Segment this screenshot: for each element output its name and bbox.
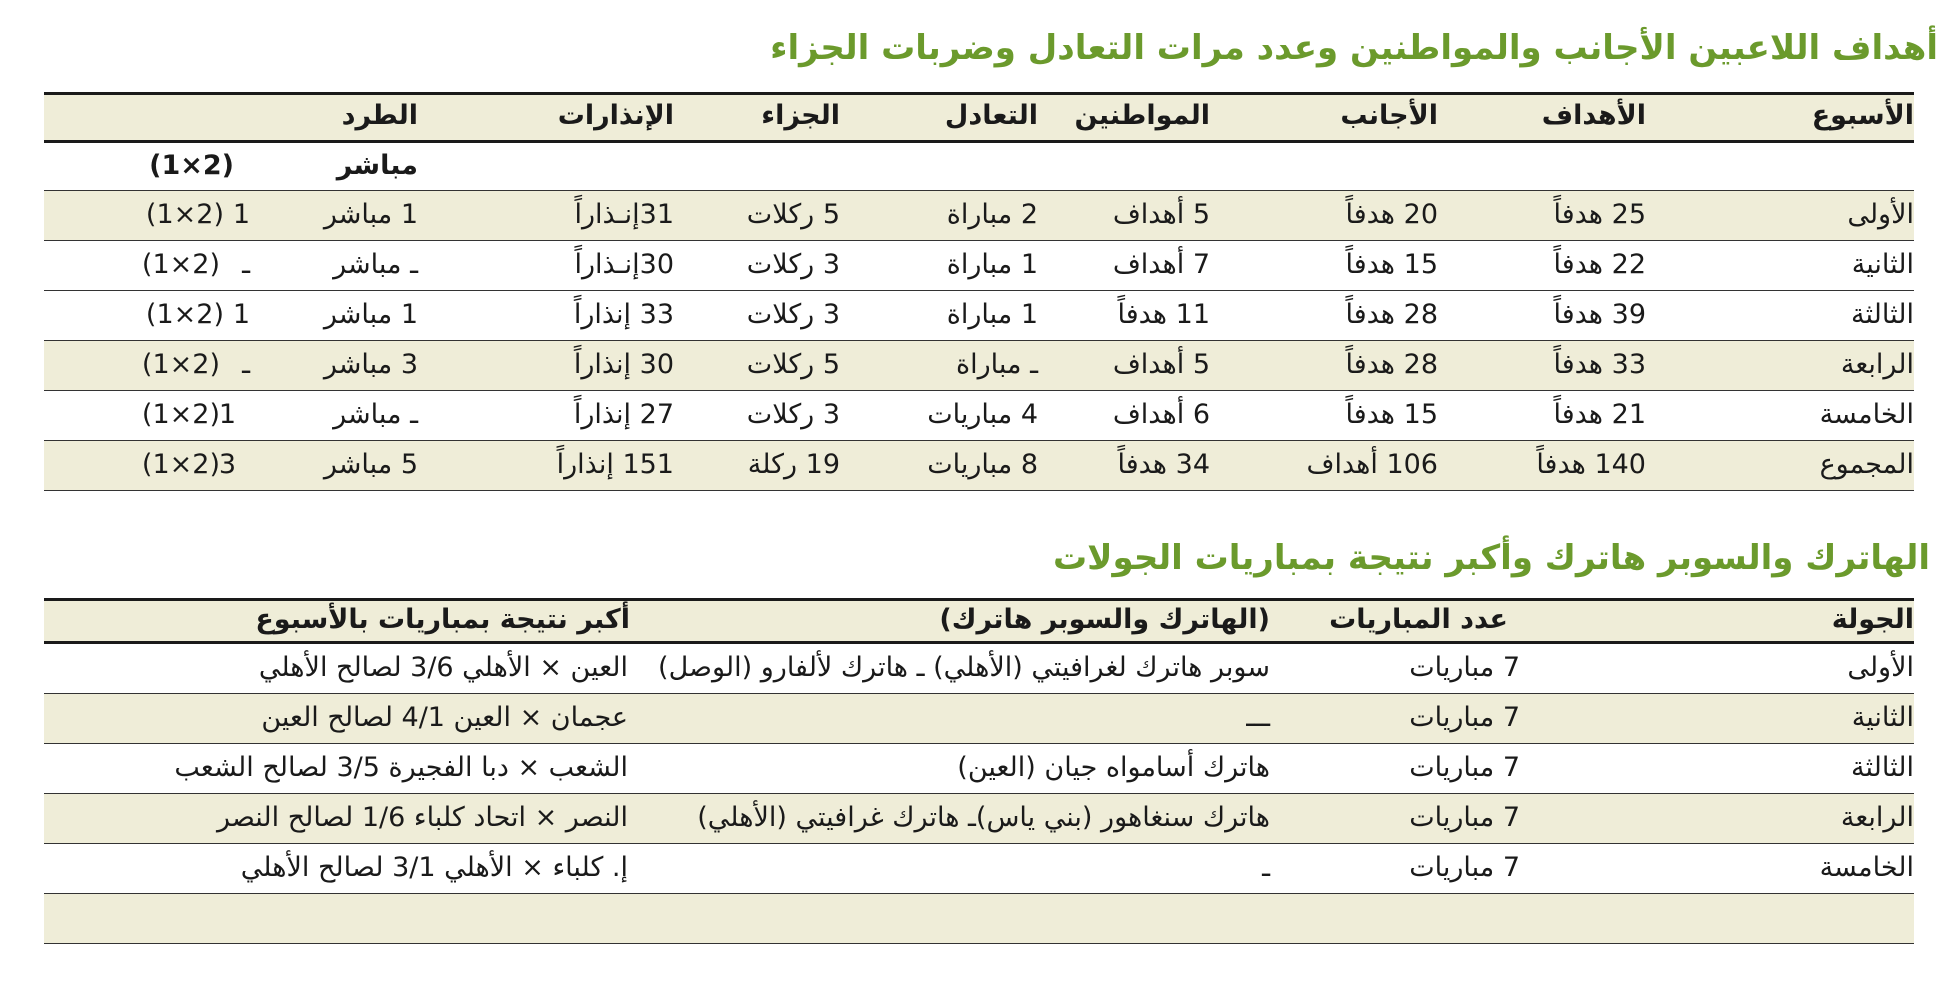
cell-direct: 1 مباشر — [323, 299, 418, 330]
header-penalty: الجزاء — [761, 100, 840, 131]
cell-biggest: النصر × اتحاد كلباء 1/6 لصالح النصر — [216, 802, 628, 833]
cell-warnings: 27 إنذاراً — [573, 399, 674, 430]
cell-citizens: 5 أهداف — [1112, 199, 1210, 230]
cell-matches: 7 مباريات — [1409, 802, 1520, 833]
cell-foreign: 15 هدفاً — [1345, 249, 1438, 280]
cell-double: (2×1) — [141, 249, 220, 280]
cell-citizens: 6 أهداف — [1112, 399, 1210, 430]
cell-double: (2×1) — [145, 199, 224, 230]
row-divider — [44, 390, 1914, 391]
subheader-double: (2×1) — [149, 150, 234, 181]
header-week: الأسبوع — [1811, 100, 1914, 131]
cell-biggest: عجمان × العين 4/1 لصالح العين — [261, 702, 628, 733]
cell-week: الثالثة — [1851, 299, 1914, 330]
row-divider — [44, 843, 1914, 844]
cell-warnings: 33 إنذاراً — [573, 299, 674, 330]
cell-week: الخامسة — [1819, 399, 1914, 430]
cell-citizens: 11 هدفاً — [1117, 299, 1210, 330]
cell-round: الرابعة — [1840, 802, 1914, 833]
table2-title: الهاترك والسوبر هاترك وأكبر نتيجة بمباريات الجولات — [1053, 538, 1930, 578]
cell-double: (2×1) — [141, 449, 220, 480]
cell-hattricks: ـــ — [1246, 702, 1270, 733]
cell-citizens: 7 أهداف — [1112, 249, 1210, 280]
cell-round: الأولى — [1847, 652, 1914, 683]
header-warnings: الإنذارات — [557, 100, 674, 131]
hattrick-table — [44, 598, 1914, 948]
header-draw: التعادل — [944, 100, 1038, 131]
cell-matches: 7 مباريات — [1409, 652, 1520, 683]
header-round: الجولة — [1831, 604, 1914, 635]
cell-direct: 5 مباشر — [323, 449, 418, 480]
row-divider — [44, 240, 1914, 241]
cell-citizens: 34 هدفاً — [1117, 449, 1210, 480]
cell-draw: 1 مباراة — [946, 249, 1038, 280]
cell-biggest: إ. كلباء × الأهلي 3/1 لصالح الأهلي — [240, 852, 628, 883]
cell-week: الأولى — [1847, 199, 1914, 230]
header-bottom-rule — [44, 140, 1914, 143]
cell-foreign: 15 هدفاً — [1345, 399, 1438, 430]
header-matches: عدد المباريات — [1329, 604, 1508, 635]
cell-biggest: العين × الأهلي 3/6 لصالح الأهلي — [258, 652, 628, 683]
header-foreign: الأجانب — [1340, 100, 1438, 131]
cell-round: الثانية — [1851, 702, 1914, 733]
cell-foreign: 20 هدفاً — [1345, 199, 1438, 230]
header-expulsion: الطرد — [341, 100, 418, 131]
header-biggest: أكبر نتيجة بمباريات بالأسبوع — [255, 604, 630, 635]
cell-double-count: 1 — [232, 299, 250, 330]
cell-penalty: 3 ركلات — [746, 399, 840, 430]
goals-stats-table — [44, 92, 1914, 498]
cell-goals: 33 هدفاً — [1553, 349, 1646, 380]
subheader-direct: مباشر — [336, 150, 418, 181]
cell-warnings: 30 إنذاراً — [573, 349, 674, 380]
cell-warnings: 151 إنذاراً — [556, 449, 674, 480]
cell-goals: 140 هدفاً — [1536, 449, 1646, 480]
cell-foreign: 28 هدفاً — [1345, 299, 1438, 330]
cell-matches: 7 مباريات — [1409, 752, 1520, 783]
cell-direct: 3 مباشر — [323, 349, 418, 380]
cell-draw: 4 مباريات — [927, 399, 1038, 430]
cell-citizens: 5 أهداف — [1112, 349, 1210, 380]
cell-draw: ـ مباراة — [955, 349, 1038, 380]
cell-penalty: 5 ركلات — [746, 199, 840, 230]
cell-warnings: 30إنـذاراً — [574, 249, 674, 280]
cell-goals: 22 هدفاً — [1553, 249, 1646, 280]
cell-hattricks: ـ — [1262, 852, 1270, 883]
header-bottom-rule — [44, 641, 1914, 644]
cell-direct: ـ مباشر — [333, 399, 418, 430]
cell-double: (2×1) — [141, 349, 220, 380]
cell-foreign: 106 أهداف — [1306, 449, 1438, 480]
table-bottom-rule — [44, 490, 1914, 491]
cell-round: الخامسة — [1819, 852, 1914, 883]
cell-matches: 7 مباريات — [1409, 702, 1520, 733]
cell-penalty: 3 ركلات — [746, 299, 840, 330]
cell-goals: 39 هدفاً — [1553, 299, 1646, 330]
cell-double-count: 3 — [218, 449, 236, 480]
cell-double-count: 1 — [218, 399, 236, 430]
cell-round: الثالثة — [1851, 752, 1914, 783]
row-divider — [44, 743, 1914, 744]
cell-direct: 1 مباشر — [323, 199, 418, 230]
cell-hattricks: هاترك أسامواه جيان (العين) — [957, 752, 1270, 783]
table-bottom-rule — [44, 943, 1914, 944]
cell-goals: 25 هدفاً — [1553, 199, 1646, 230]
row-divider — [44, 290, 1914, 291]
cell-double: (2×1) — [141, 399, 220, 430]
cell-foreign: 28 هدفاً — [1345, 349, 1438, 380]
cell-double-count: ـ — [242, 349, 250, 380]
table1-title: أهداف اللاعبين الأجانب والمواطنين وعدد مرات التعادل وضربات الجزاء — [770, 28, 1938, 68]
cell-draw: 1 مباراة — [946, 299, 1038, 330]
cell-biggest: الشعب × دبا الفجيرة 3/5 لصالح الشعب — [174, 752, 628, 783]
header-goals: الأهداف — [1541, 100, 1646, 131]
header-hattricks: (الهاترك والسوبر هاترك) — [939, 604, 1270, 635]
cell-direct: ـ مباشر — [333, 249, 418, 280]
cell-penalty: 5 ركلات — [746, 349, 840, 380]
cell-draw: 2 مباراة — [946, 199, 1038, 230]
cell-goals: 21 هدفاً — [1553, 399, 1646, 430]
cell-penalty: 19 ركلة — [747, 449, 840, 480]
cell-matches: 7 مباريات — [1409, 852, 1520, 883]
cell-double-count: ـ — [242, 249, 250, 280]
cell-warnings: 31إنـذاراً — [574, 199, 674, 230]
cell-penalty: 3 ركلات — [746, 249, 840, 280]
header-citizens: المواطنين — [1074, 100, 1210, 131]
cell-week: المجموع — [1819, 449, 1914, 480]
cell-double-count: 1 — [232, 199, 250, 230]
cell-hattricks: سوبر هاترك لغرافيتي (الأهلي) ـ هاترك لألفارو (الوصل) — [658, 652, 1270, 683]
cell-hattricks: هاترك سنغاهور (بني ياس)ـ هاترك غرافيتي (الأهلي) — [697, 802, 1270, 833]
cell-draw: 8 مباريات — [927, 449, 1038, 480]
cell-week: الرابعة — [1840, 349, 1914, 380]
row-band — [44, 894, 1914, 943]
cell-double: (2×1) — [145, 299, 224, 330]
cell-week: الثانية — [1851, 249, 1914, 280]
